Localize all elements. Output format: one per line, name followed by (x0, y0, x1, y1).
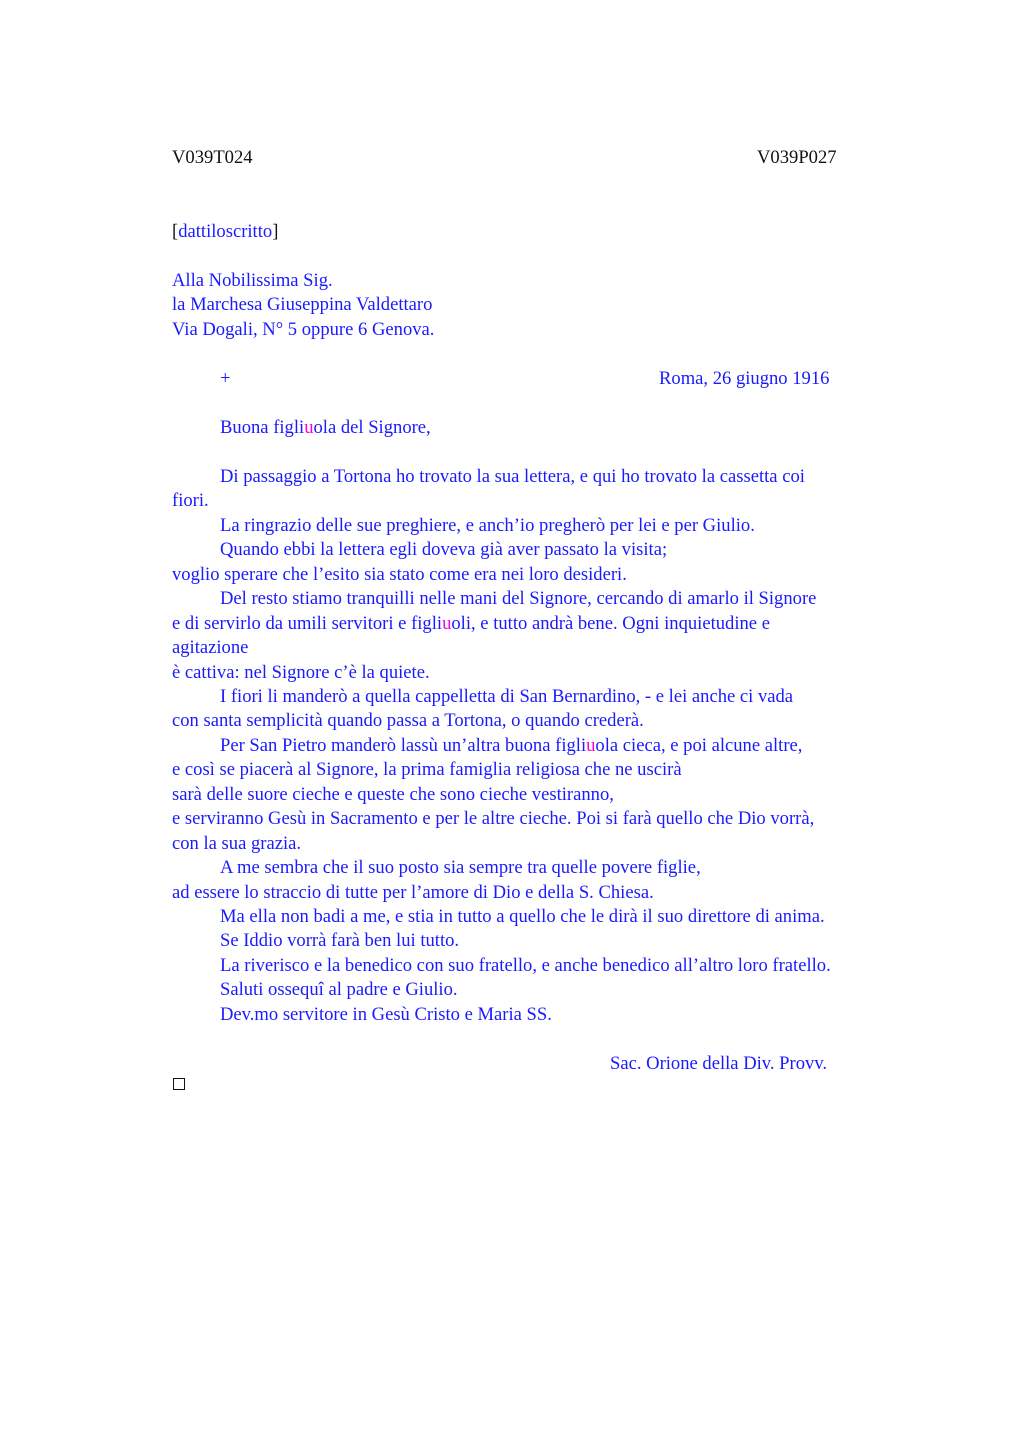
body-line-19: Ma ella non badi a me, e stia in tutto a quello che le dirà il suo direttore di anima. (220, 906, 825, 927)
body-line-12-pre: Per San Pietro manderò lassù un’altra buona figli (220, 735, 587, 756)
end-mark-box (173, 1078, 185, 1090)
body-line-16: con la sua grazia. (172, 833, 302, 854)
body-line-7-post: oli, e tutto andrà bene. Ogni inquietudine e (451, 613, 770, 634)
body-line-13: e così se piacerà al Signore, la prima famiglia religiosa che ne uscirà (172, 759, 682, 780)
body-line-5: voglio sperare che l’esito sia stato come era nei loro desideri. (172, 564, 627, 585)
cross-symbol: + (220, 368, 231, 389)
body-line-12 (220, 734, 802, 758)
header-code-right: V039P027 (757, 147, 837, 168)
body-line-1: Di passaggio a Tortona ho trovato la sua lettera, e qui ho trovato la cassetta coi (220, 466, 805, 487)
salutation-pre: Buona figli (220, 417, 305, 438)
body-line-15: e serviranno Gesù in Sacramento e per le altre cieche. Poi si farà quello che Dio vorrà, (172, 808, 815, 829)
salutation-post: ola del Signore, (313, 417, 431, 438)
body-line-7-highlight: u (442, 613, 452, 634)
typewritten-note (172, 220, 278, 244)
body-line-6: Del resto stiamo tranquilli nelle mani del Signore, cercando di amarlo il Signore (220, 588, 817, 609)
body-line-12-post: ola cieca, e poi alcune altre, (595, 735, 803, 756)
body-line-3: La ringrazio delle sue preghiere, e anch’io pregherò per lei e per Giulio. (220, 515, 755, 536)
body-line-23: Dev.mo servitore in Gesù Cristo e Maria SS. (220, 1004, 552, 1025)
body-line-7-pre: e di servirlo da umili servitori e figli (172, 613, 443, 634)
body-line-14: sarà delle suore cieche e queste che sono cieche vestiranno, (172, 784, 614, 805)
address-line-1: Alla Nobilissima Sig. (172, 270, 333, 291)
address-line-3: Via Dogali, N° 5 oppure 6 Genova. (172, 319, 435, 340)
close-bracket: ] (272, 221, 279, 242)
body-line-17: A me sembra che il suo posto sia sempre tra quelle povere figlie, (220, 857, 701, 878)
body-line-20: Se Iddio vorrà farà ben lui tutto. (220, 930, 460, 951)
body-line-18: ad essere lo straccio di tutte per l’amore di Dio e della S. Chiesa. (172, 882, 654, 903)
open-bracket: [ (172, 221, 179, 242)
body-line-11: con santa semplicità quando passa a Tortona, o quando crederà. (172, 710, 644, 731)
body-line-7 (172, 612, 770, 636)
body-line-2: fiori. (172, 490, 209, 511)
place-date: Roma, 26 giugno 1916 (659, 368, 830, 389)
body-line-22: Saluti ossequî al padre e Giulio. (220, 979, 458, 1000)
body-line-4: Quando ebbi la lettera egli doveva già aver passato la visita; (220, 539, 668, 560)
body-line-9: è cattiva: nel Signore c’è la quiete. (172, 662, 430, 683)
body-line-12-highlight: u (586, 735, 596, 756)
body-line-8: agitazione (172, 637, 249, 658)
salutation-highlight: u (304, 417, 314, 438)
salutation (220, 416, 431, 440)
address-line-2: la Marchesa Giuseppina Valdettaro (172, 294, 433, 315)
typewritten-label: dattiloscritto (178, 221, 273, 242)
body-line-10: I fiori li manderò a quella cappelletta di San Bernardino, - e lei anche ci vada (220, 686, 794, 707)
header-code-left: V039T024 (172, 147, 253, 168)
body-line-21: La riverisco e la benedico con suo fratello, e anche benedico all’altro loro fratello. (220, 955, 831, 976)
signature: Sac. Orione della Div. Provv. (610, 1053, 828, 1074)
